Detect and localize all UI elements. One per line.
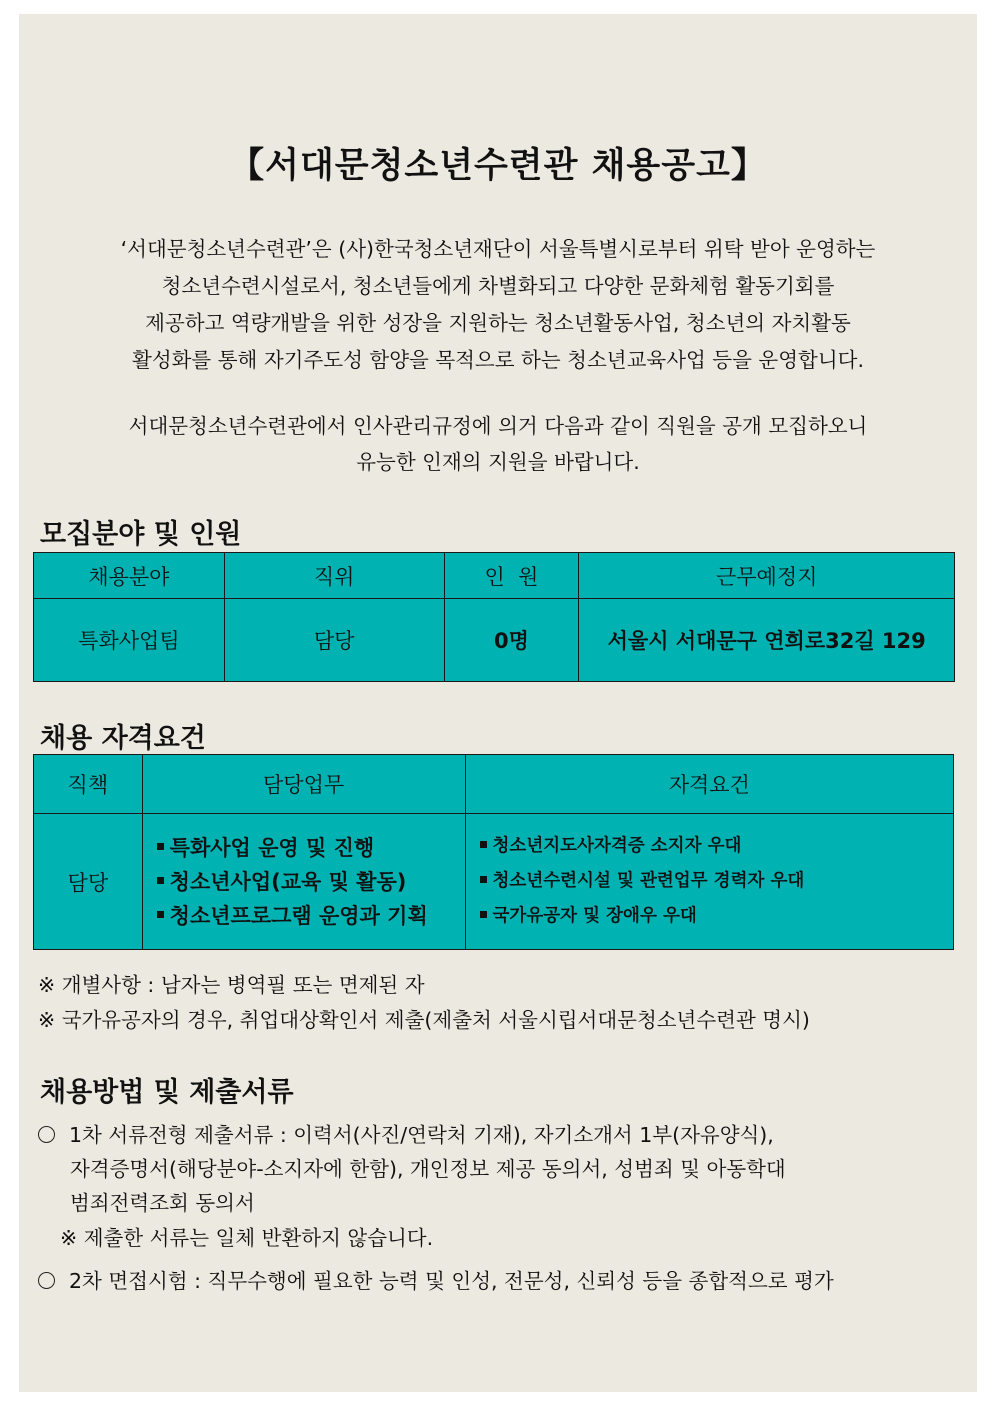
requirements-cell — [465, 814, 953, 950]
section-heading-recruitment: 모집분야 및 인원 — [40, 519, 242, 550]
duty-item: 청소년프로그램 운영과 기획 — [157, 899, 465, 933]
table-row — [34, 599, 955, 682]
table-cell-position: 담당 — [34, 814, 143, 950]
square-bullet-icon — [480, 876, 487, 883]
table-cell-count: 0명 — [444, 599, 579, 682]
step1-line: 1차 서류전형 제출서류 : 이력서(사진/연락처 기재), 자기소개서 1부(자유양식), — [38, 1118, 774, 1148]
intro-line: 서대문청소년수련관에서 인사관리규정에 의거 다음과 같이 직원을 공개 모집하오니 — [128, 414, 868, 438]
table-header-cell: 인 원 — [444, 553, 579, 599]
intro-line: 활성화를 통해 자기주도성 함양을 목적으로 하는 청소년교육사업 등을 운영합니다. — [132, 348, 864, 372]
square-bullet-icon — [480, 841, 487, 848]
duties-cell — [142, 814, 465, 950]
requirement-item: 청소년지도사자격증 소지자 우대 — [480, 829, 953, 864]
section-heading-method: 채용방법 및 제출서류 — [40, 1077, 294, 1108]
duty-item: 청소년사업(교육 및 활동) — [157, 865, 465, 899]
table-header-row — [34, 553, 955, 599]
note-military: ※ 개별사항 : 남자는 병역필 또는 면제된 자 — [38, 973, 425, 997]
note-veterans: ※ 국가유공자의 경우, 취업대상확인서 제출(제출처 서울시립서대문청소년수련관 명시) — [38, 1008, 810, 1032]
square-bullet-icon — [480, 911, 487, 918]
step1-note: ※ 제출한 서류는 일체 반환하지 않습니다. — [60, 1226, 434, 1250]
square-bullet-icon — [157, 843, 164, 850]
table-header-cell: 근무예정지 — [579, 553, 955, 599]
page-title: 【서대문청소년수련관 채용공고】 — [229, 146, 767, 186]
square-bullet-icon — [157, 911, 164, 918]
table-header-row — [34, 755, 954, 814]
step2-line: 2차 면접시험 : 직무수행에 필요한 능력 및 인성, 전문성, 신뢰성 등을 종합적으로 평가 — [38, 1264, 834, 1294]
table-header-cell: 직책 — [34, 755, 143, 814]
table-header-cell: 채용분야 — [34, 553, 225, 599]
step1-line: 범죄전력조회 동의서 — [70, 1191, 255, 1215]
intro-line: 제공하고 역량개발을 위한 성장을 지원하는 청소년활동사업, 청소년의 자치활동 — [145, 311, 851, 335]
requirement-item: 청소년수련시설 및 관련업무 경력자 우대 — [480, 864, 953, 899]
table-cell-field: 특화사업팀 — [34, 599, 225, 682]
table-header-cell: 담당업무 — [142, 755, 465, 814]
circle-bullet-icon — [38, 1272, 55, 1289]
duty-item: 특화사업 운영 및 진행 — [157, 831, 465, 865]
section-heading-qualifications: 채용 자격요건 — [40, 723, 206, 754]
intro-line: 청소년수련시설로서, 청소년들에게 차별화되고 다양한 문화체험 활동기회를 — [161, 274, 835, 298]
step1-line: 자격증명서(해당분야-소지자에 한함), 개인정보 제공 동의서, 성범죄 및 아동학대 — [70, 1157, 786, 1181]
table-cell-location: 서울시 서대문구 연희로32길 129 — [579, 599, 955, 682]
circle-bullet-icon — [38, 1126, 55, 1143]
intro-paragraph-2 — [40, 408, 956, 480]
recruitment-table — [33, 552, 955, 682]
intro-line: 유능한 인재의 지원을 바랍니다. — [356, 450, 640, 474]
table-header-cell: 자격요건 — [465, 755, 953, 814]
qualifications-table — [33, 754, 954, 950]
requirement-item: 국가유공자 및 장애우 우대 — [480, 899, 953, 934]
square-bullet-icon — [157, 877, 164, 884]
intro-paragraph-1 — [40, 231, 956, 379]
table-row — [34, 814, 954, 950]
table-cell-position: 담당 — [224, 599, 444, 682]
table-header-cell: 직위 — [224, 553, 444, 599]
intro-line: ‘서대문청소년수련관’은 (사)한국청소년재단이 서울특별시로부터 위탁 받아 운영하는 — [120, 237, 876, 261]
